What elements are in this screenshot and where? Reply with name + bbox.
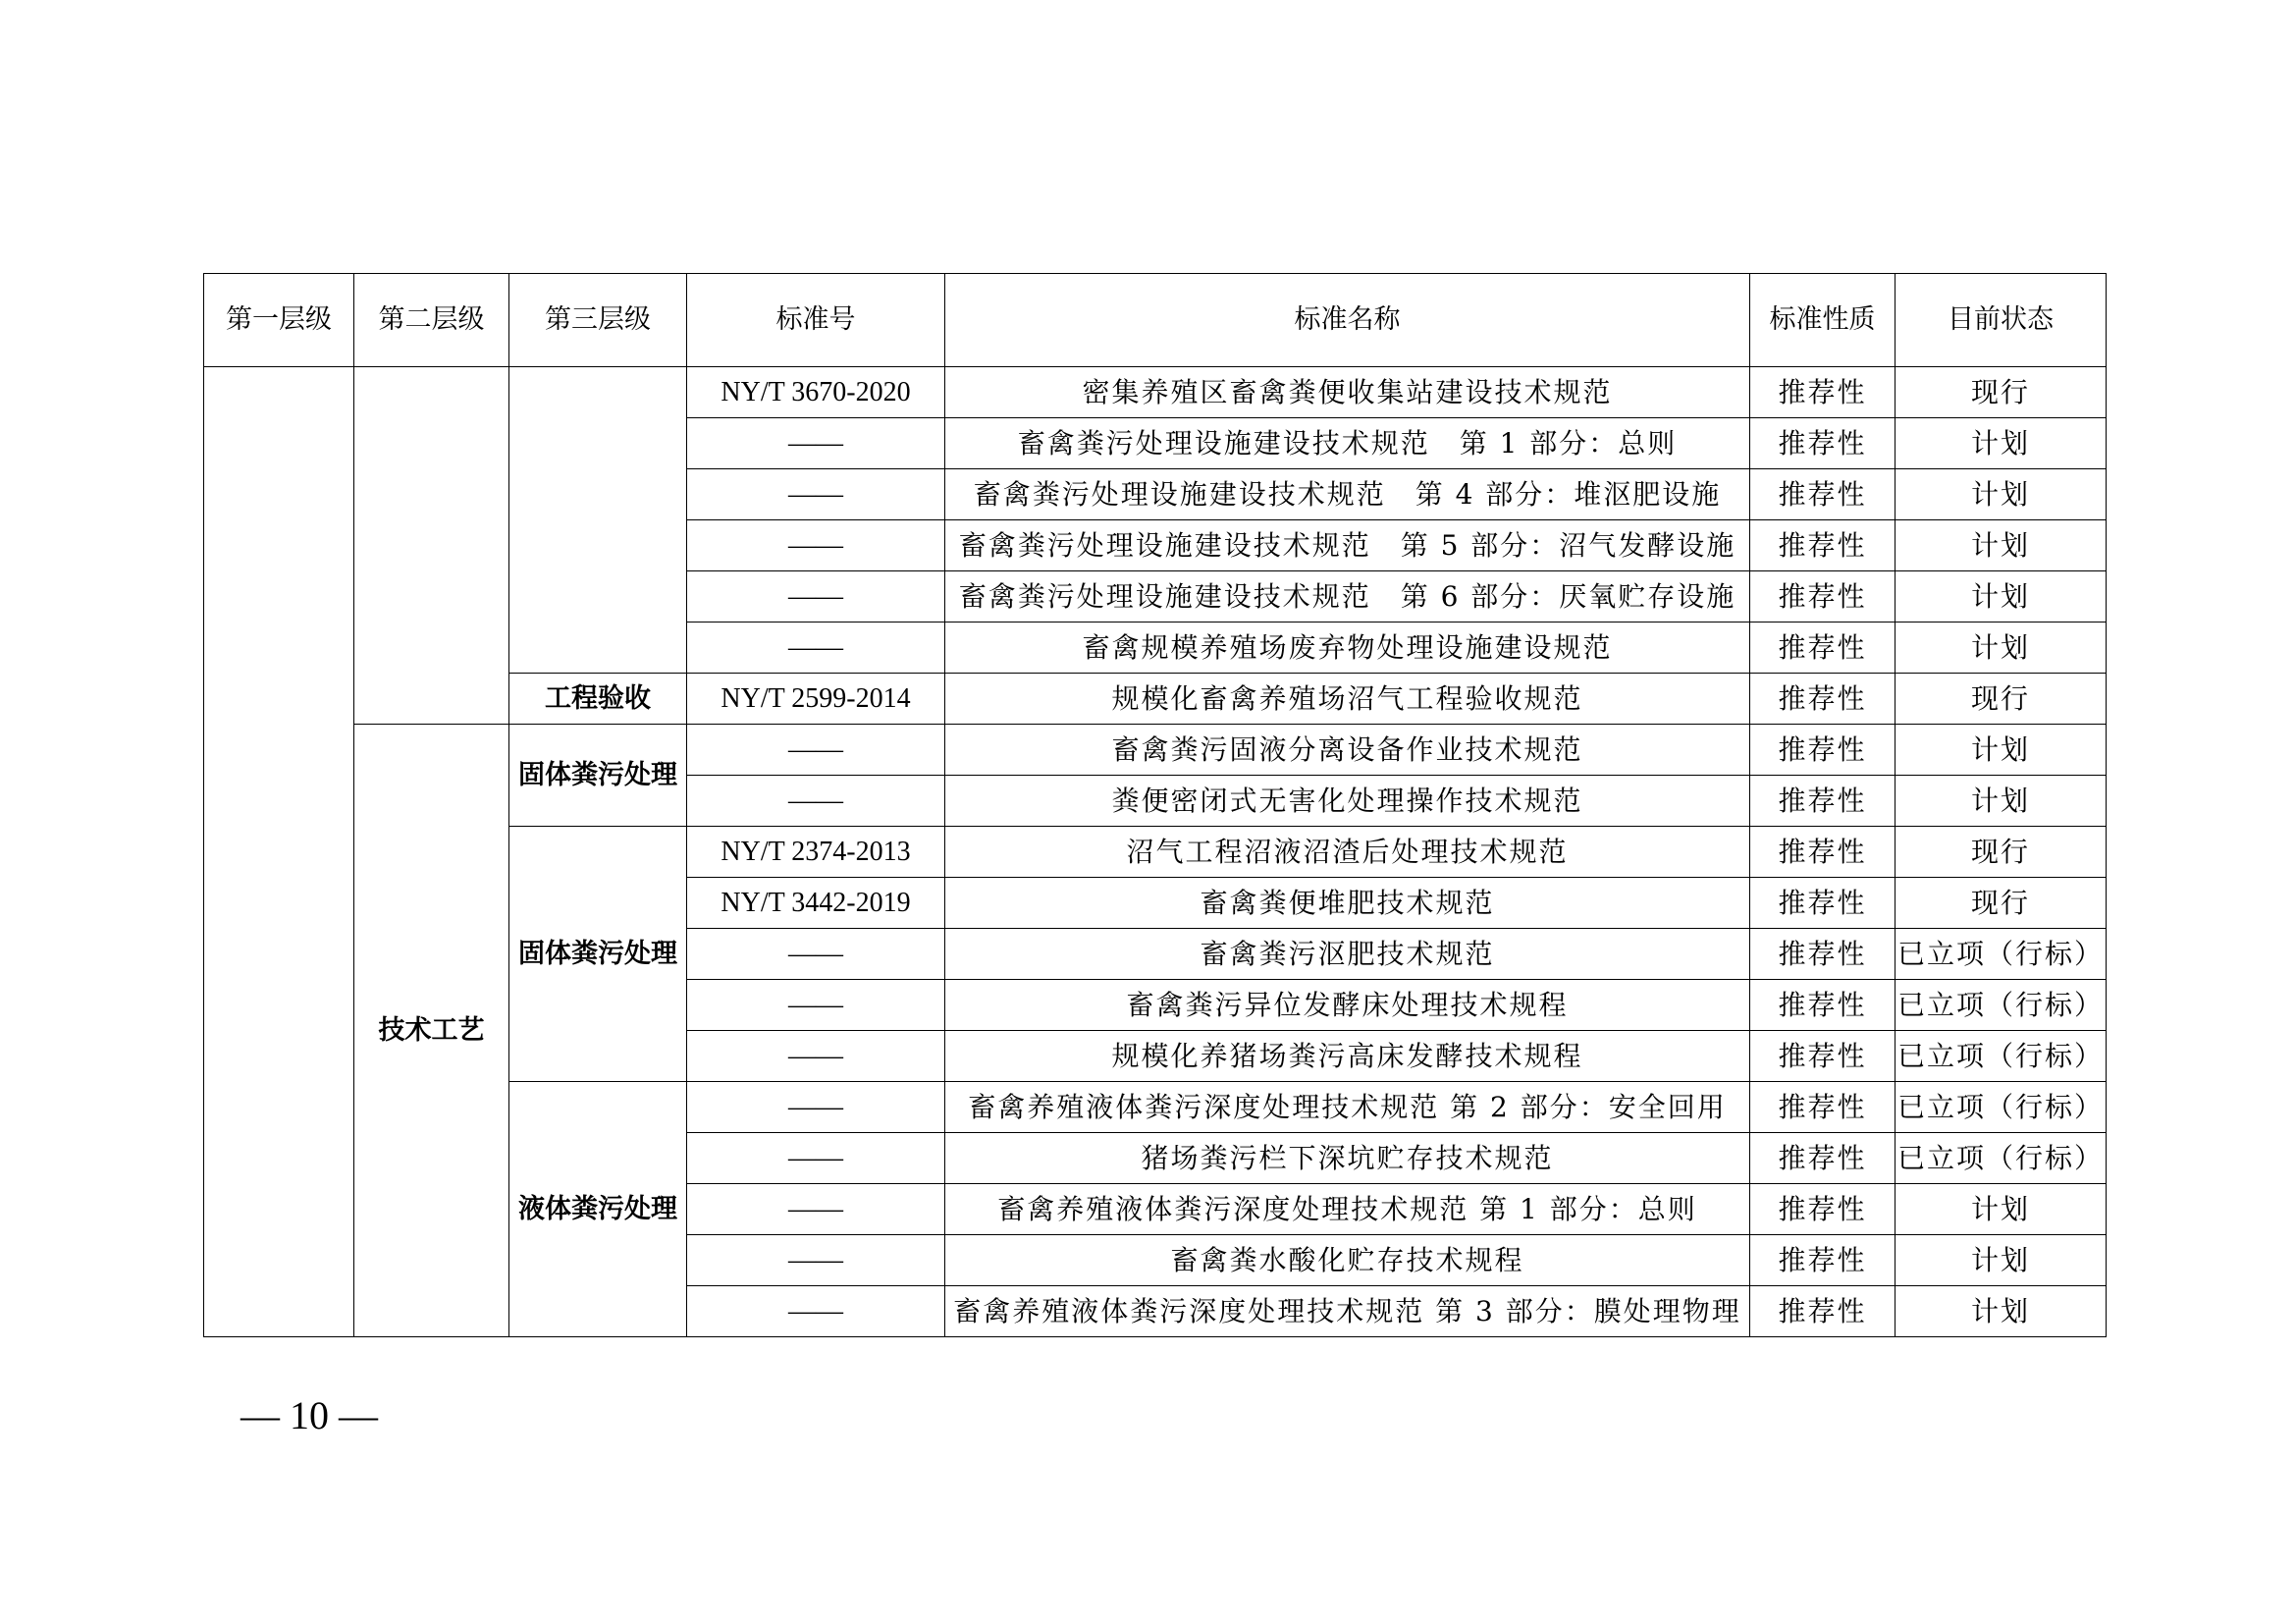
standard-status: 现行 — [1896, 367, 2107, 418]
standard-nature: 推荐性 — [1750, 725, 1896, 776]
standard-nature: 推荐性 — [1750, 418, 1896, 469]
standard-name: 畜禽养殖液体粪污深度处理技术规范 第 3 部分：膜处理物理 — [945, 1286, 1750, 1337]
header-standard-code: 标准号 — [687, 274, 945, 367]
header-row — [204, 274, 2107, 367]
standard-code: NY/T 3670-2020 — [687, 367, 945, 418]
standard-nature: 推荐性 — [1750, 1031, 1896, 1082]
standard-nature: 推荐性 — [1750, 367, 1896, 418]
standard-status: 计划 — [1896, 776, 2107, 827]
standard-name: 畜禽粪污固液分离设备作业技术规范 — [945, 725, 1750, 776]
standard-name: 畜禽粪污处理设施建设技术规范 第 4 部分：堆沤肥设施 — [945, 469, 1750, 520]
standard-status: 现行 — [1896, 674, 2107, 725]
standard-status: 计划 — [1896, 418, 2107, 469]
standard-name: 畜禽规模养殖场废弃物处理设施建设规范 — [945, 623, 1750, 674]
standard-status: 计划 — [1896, 1286, 2107, 1337]
standard-name: 畜禽粪污处理设施建设技术规范 第 6 部分：厌氧贮存设施 — [945, 571, 1750, 623]
standard-code: —— — [687, 1082, 945, 1133]
standard-status: 已立项（行标） — [1896, 929, 2107, 980]
level3-solid-manure-b: 固体粪污处理 — [509, 827, 687, 1082]
standard-nature: 推荐性 — [1750, 776, 1896, 827]
standard-code: —— — [687, 776, 945, 827]
standard-name: 畜禽养殖液体粪污深度处理技术规范 第 2 部分：安全回用 — [945, 1082, 1750, 1133]
standard-nature: 推荐性 — [1750, 827, 1896, 878]
standard-nature: 推荐性 — [1750, 878, 1896, 929]
standard-nature: 推荐性 — [1750, 980, 1896, 1031]
standard-status: 计划 — [1896, 571, 2107, 623]
standard-code: —— — [687, 725, 945, 776]
level3-cell-empty — [509, 367, 687, 674]
standard-nature: 推荐性 — [1750, 674, 1896, 725]
standard-nature: 推荐性 — [1750, 1286, 1896, 1337]
standard-name: 规模化畜禽养殖场沼气工程验收规范 — [945, 674, 1750, 725]
standard-status: 已立项（行标） — [1896, 1082, 2107, 1133]
standard-code: —— — [687, 1133, 945, 1184]
standard-name: 规模化养猪场粪污高床发酵技术规程 — [945, 1031, 1750, 1082]
standard-name: 畜禽粪污处理设施建设技术规范 第 5 部分：沼气发酵设施 — [945, 520, 1750, 571]
standard-code: —— — [687, 1184, 945, 1235]
level1-cell — [204, 367, 354, 1337]
standard-code: —— — [687, 929, 945, 980]
page-number: — 10 — — [240, 1393, 378, 1437]
standard-status: 计划 — [1896, 1184, 2107, 1235]
standards-table — [203, 273, 2107, 1337]
standard-name: 畜禽粪污沤肥技术规范 — [945, 929, 1750, 980]
standard-code: —— — [687, 1235, 945, 1286]
level3-liquid-manure: 液体粪污处理 — [509, 1082, 687, 1337]
level2-technical-process: 技术工艺 — [354, 725, 509, 1337]
standard-status: 计划 — [1896, 623, 2107, 674]
standard-status: 计划 — [1896, 520, 2107, 571]
standard-name: 粪便密闭式无害化处理操作技术规范 — [945, 776, 1750, 827]
header-standard-name: 标准名称 — [945, 274, 1750, 367]
standard-nature: 推荐性 — [1750, 1235, 1896, 1286]
standard-name: 畜禽粪污处理设施建设技术规范 第 1 部分：总则 — [945, 418, 1750, 469]
standard-status: 计划 — [1896, 725, 2107, 776]
standard-nature: 推荐性 — [1750, 929, 1896, 980]
standard-status: 现行 — [1896, 827, 2107, 878]
standard-name: 畜禽粪污异位发酵床处理技术规程 — [945, 980, 1750, 1031]
standard-code: —— — [687, 623, 945, 674]
table-row — [204, 725, 2107, 776]
standard-code: —— — [687, 469, 945, 520]
standard-code: NY/T 3442-2019 — [687, 878, 945, 929]
standard-status: 已立项（行标） — [1896, 1031, 2107, 1082]
standard-nature: 推荐性 — [1750, 469, 1896, 520]
standard-nature: 推荐性 — [1750, 1082, 1896, 1133]
standard-nature: 推荐性 — [1750, 623, 1896, 674]
standard-code: —— — [687, 520, 945, 571]
standard-code: —— — [687, 1031, 945, 1082]
standard-code: —— — [687, 418, 945, 469]
standard-name: 密集养殖区畜禽粪便收集站建设技术规范 — [945, 367, 1750, 418]
standard-name: 畜禽养殖液体粪污深度处理技术规范 第 1 部分：总则 — [945, 1184, 1750, 1235]
header-level2: 第二层级 — [354, 274, 509, 367]
standard-status: 计划 — [1896, 469, 2107, 520]
level3-solid-manure-a: 固体粪污处理 — [509, 725, 687, 827]
standard-code: —— — [687, 571, 945, 623]
standard-code: —— — [687, 1286, 945, 1337]
level2-cell-empty — [354, 367, 509, 725]
standard-name: 沼气工程沼液沼渣后处理技术规范 — [945, 827, 1750, 878]
standard-name: 猪场粪污栏下深坑贮存技术规范 — [945, 1133, 1750, 1184]
level3-engineering-acceptance: 工程验收 — [509, 674, 687, 725]
header-standard-nature: 标准性质 — [1750, 274, 1896, 367]
header-current-status: 目前状态 — [1896, 274, 2107, 367]
header-level1: 第一层级 — [204, 274, 354, 367]
standard-code: —— — [687, 980, 945, 1031]
standard-status: 已立项（行标） — [1896, 1133, 2107, 1184]
standard-code: NY/T 2599-2014 — [687, 674, 945, 725]
standard-code: NY/T 2374-2013 — [687, 827, 945, 878]
standard-nature: 推荐性 — [1750, 520, 1896, 571]
standard-status: 现行 — [1896, 878, 2107, 929]
standard-name: 畜禽粪水酸化贮存技术规程 — [945, 1235, 1750, 1286]
table-row — [204, 367, 2107, 418]
standard-nature: 推荐性 — [1750, 1133, 1896, 1184]
standard-name: 畜禽粪便堆肥技术规范 — [945, 878, 1750, 929]
header-level3: 第三层级 — [509, 274, 687, 367]
standard-nature: 推荐性 — [1750, 1184, 1896, 1235]
standard-nature: 推荐性 — [1750, 571, 1896, 623]
standard-status: 已立项（行标） — [1896, 980, 2107, 1031]
standard-status: 计划 — [1896, 1235, 2107, 1286]
